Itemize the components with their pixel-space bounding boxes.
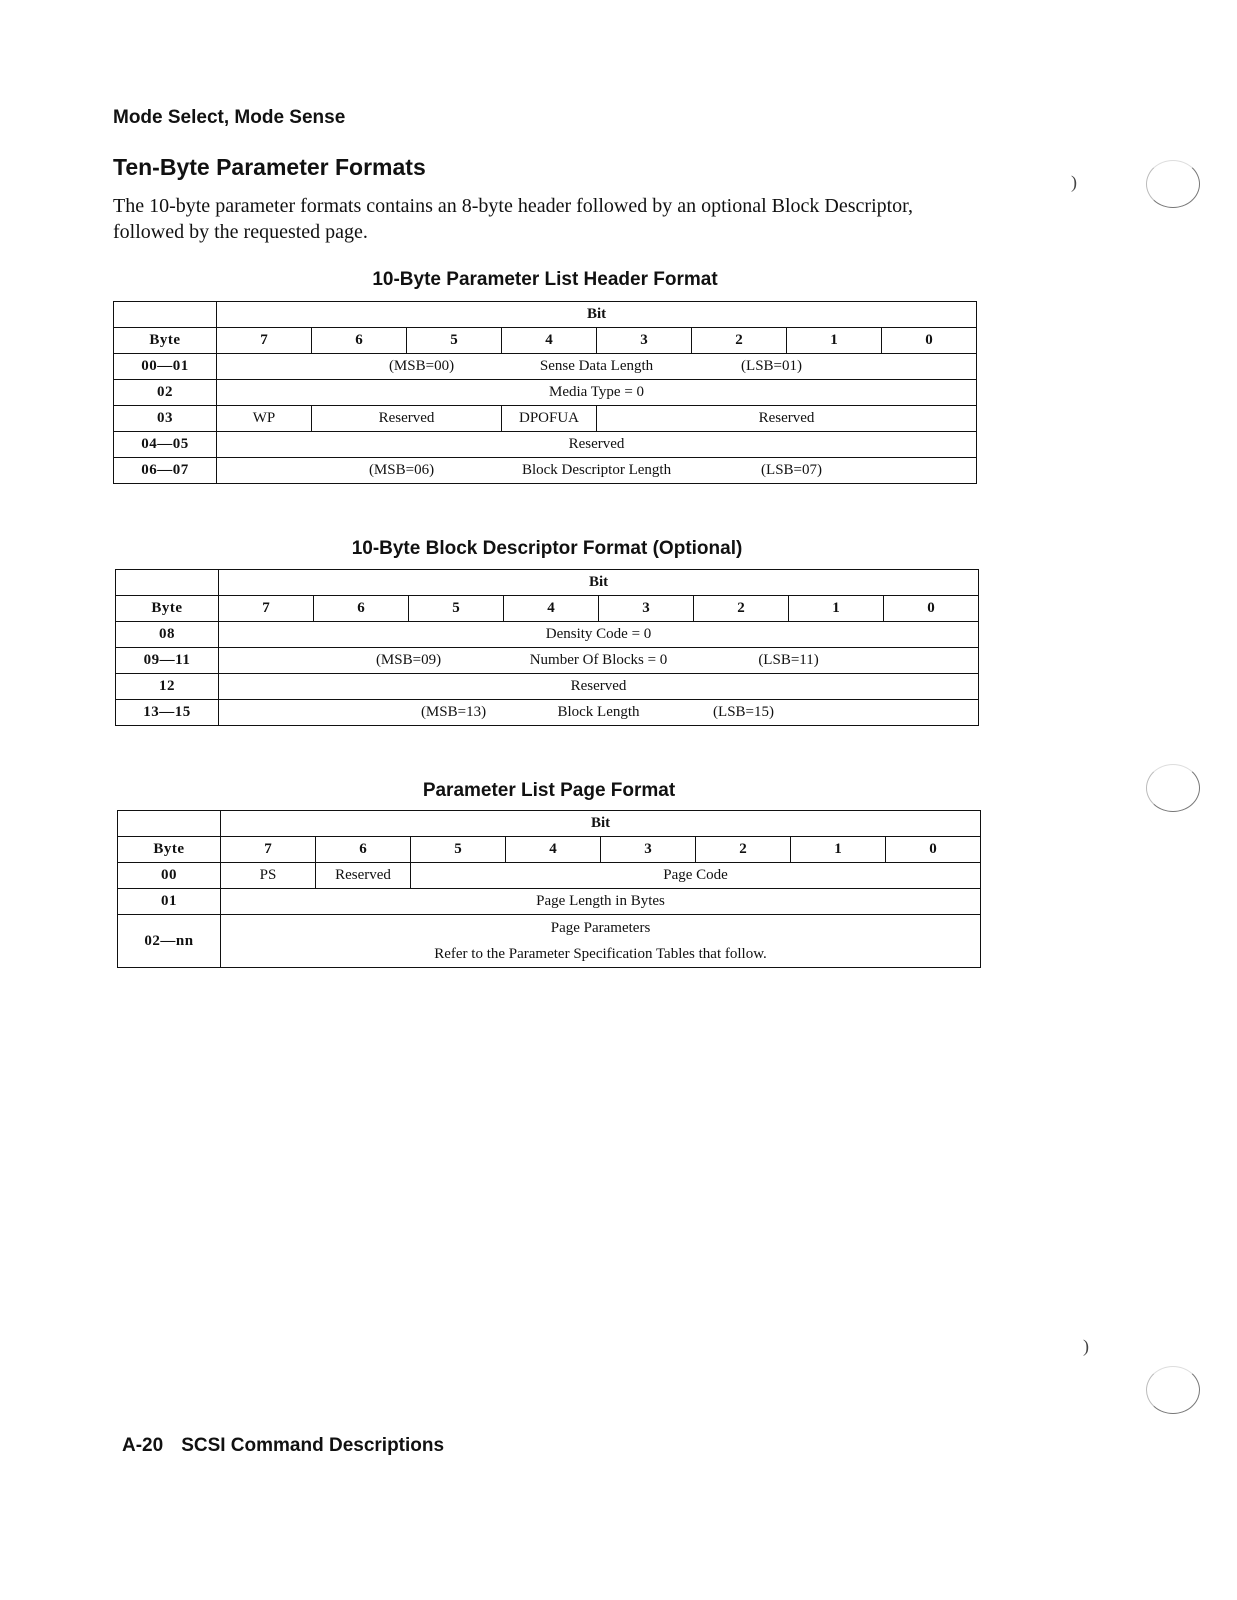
bit-5: 5	[407, 328, 502, 354]
bit-label: Bit	[219, 570, 979, 596]
field-name: Reserved	[219, 674, 979, 700]
intro-paragraph: The 10-byte parameter formats contains an 8-byte header followed by an optional Block Descriptor, followed by the requested page.	[113, 195, 914, 243]
field-name: Block Descriptor Length	[521, 462, 672, 478]
bit-2: 2	[694, 596, 789, 622]
byte-cell: 04—05	[114, 432, 217, 458]
field-name: Page Length in Bytes	[221, 889, 981, 915]
table-row	[116, 700, 979, 726]
byte-cell: 02	[114, 380, 217, 406]
msb-label: (MSB=09)	[375, 652, 442, 668]
binder-hole-mark	[1146, 1366, 1200, 1414]
field-reserved: Reserved	[597, 406, 977, 432]
field-reserved: Reserved	[316, 863, 411, 889]
block-format-caption: 10-Byte Block Descriptor Format (Optional)	[351, 538, 743, 559]
table-row	[114, 406, 977, 432]
section-heading: Ten-Byte Parameter Formats	[113, 154, 426, 180]
table-row	[116, 648, 979, 674]
field-name: Page Code	[411, 863, 981, 889]
scan-mark: )	[1083, 1336, 1089, 1356]
footer-title: SCSI Command Descriptions	[181, 1435, 445, 1456]
field-name: Density Code = 0	[219, 622, 979, 648]
msb-label: (MSB=13)	[420, 704, 487, 720]
bit-0: 0	[882, 328, 977, 354]
byte-label: Byte	[118, 837, 221, 863]
lsb-label: (LSB=01)	[741, 358, 802, 374]
bit-2: 2	[696, 837, 791, 863]
table-row	[114, 380, 977, 406]
bit-3: 3	[599, 596, 694, 622]
header-format-table	[113, 301, 977, 484]
bit-label: Bit	[217, 302, 977, 328]
bit-3: 3	[601, 837, 696, 863]
byte-cell: 12	[116, 674, 219, 700]
binder-hole-mark	[1146, 160, 1200, 208]
byte-cell: 00	[118, 863, 221, 889]
bit-2: 2	[692, 328, 787, 354]
page-footer	[122, 1435, 462, 1457]
bit-7: 7	[219, 596, 314, 622]
table-row	[114, 432, 977, 458]
binder-hole-mark	[1146, 764, 1200, 812]
lsb-label: (LSB=07)	[761, 462, 822, 478]
table-row	[114, 458, 977, 484]
corner-cell	[118, 811, 221, 837]
table-row	[118, 863, 981, 889]
bit-0: 0	[886, 837, 981, 863]
msb-label: (MSB=00)	[388, 358, 455, 374]
byte-cell: 00—01	[114, 354, 217, 380]
table-row	[116, 622, 979, 648]
field-wp: WP	[217, 406, 312, 432]
page-format-caption: Parameter List Page Format	[422, 780, 676, 801]
field-cell	[221, 915, 981, 968]
corner-cell	[114, 302, 217, 328]
bit-6: 6	[316, 837, 411, 863]
table-row	[118, 889, 981, 915]
byte-cell: 08	[116, 622, 219, 648]
bit-5: 5	[409, 596, 504, 622]
field-reserved: Reserved	[312, 406, 502, 432]
field-note: Refer to the Parameter Specification Tables that follow.	[434, 946, 767, 962]
bit-1: 1	[791, 837, 886, 863]
header-format-caption: 10-Byte Parameter List Header Format	[372, 269, 718, 290]
block-format-table	[115, 569, 979, 726]
bit-label: Bit	[221, 811, 981, 837]
bit-7: 7	[217, 328, 312, 354]
field-cell	[217, 354, 977, 380]
page-number: A-20	[122, 1435, 164, 1456]
byte-cell: 01	[118, 889, 221, 915]
bit-5: 5	[411, 837, 506, 863]
scan-mark: )	[1071, 172, 1077, 192]
byte-cell: 02—nn	[118, 915, 221, 968]
byte-cell: 13—15	[116, 700, 219, 726]
lsb-label: (LSB=11)	[758, 652, 819, 668]
bit-4: 4	[506, 837, 601, 863]
bit-4: 4	[504, 596, 599, 622]
field-name: Number Of Blocks = 0	[529, 652, 668, 668]
corner-cell	[116, 570, 219, 596]
field-name: Page Parameters	[550, 920, 651, 936]
byte-cell: 06—07	[114, 458, 217, 484]
bit-4: 4	[502, 328, 597, 354]
field-name: Block Length	[557, 704, 640, 720]
field-name: Sense Data Length	[539, 358, 654, 374]
bit-3: 3	[597, 328, 692, 354]
field-cell	[219, 648, 979, 674]
table-row	[114, 354, 977, 380]
bit-7: 7	[221, 837, 316, 863]
byte-cell: 03	[114, 406, 217, 432]
bit-6: 6	[314, 596, 409, 622]
field-name: Reserved	[217, 432, 977, 458]
bit-0: 0	[884, 596, 979, 622]
field-name: Media Type = 0	[217, 380, 977, 406]
bit-1: 1	[789, 596, 884, 622]
lsb-label: (LSB=15)	[713, 704, 774, 720]
msb-label: (MSB=06)	[368, 462, 435, 478]
field-ps: PS	[221, 863, 316, 889]
byte-label: Byte	[116, 596, 219, 622]
field-dpofua: DPOFUA	[502, 406, 597, 432]
table-row	[118, 915, 981, 968]
field-cell	[217, 458, 977, 484]
byte-cell: 09—11	[116, 648, 219, 674]
page-format-table	[117, 810, 981, 968]
field-cell	[219, 700, 979, 726]
bit-6: 6	[312, 328, 407, 354]
byte-label: Byte	[114, 328, 217, 354]
bit-1: 1	[787, 328, 882, 354]
table-row	[116, 674, 979, 700]
section-label: Mode Select, Mode Sense	[113, 107, 346, 128]
